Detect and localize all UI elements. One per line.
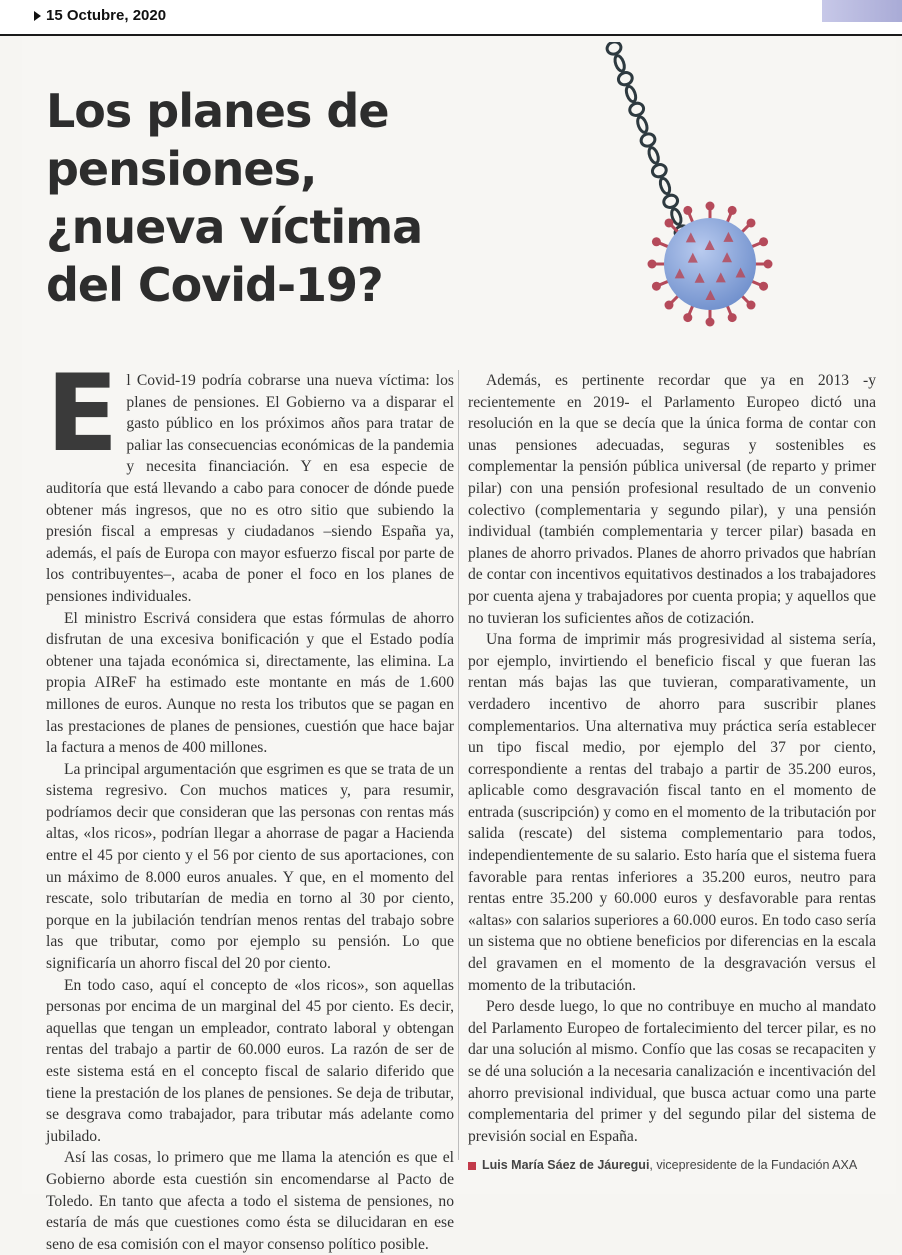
paragraph-6: Además, es pertinente recordar que ya en 2013 -y recientemente en 2019- el Parlamento Europeo dictó una resolución en la que se decía que la única forma de contar con unas pensiones adecuadas, seguras y sostenibles es complementar la pensión pública universal (de reparto y primer pilar) con una pensión profesional resultado de un convenio colectivo (complementaria y segundo pilar), y una pensión individual (también complementaria y tercer pilar) basada en planes de ahorro privados. Planes de ahorro privados que habrían de contar con incentivos equitativos destinados a los trabajadores por cuenta ajena y trabajadores por cuenta propia; y aquellos que no tuvieran los suficientes años de cotización. bbox=[468, 372, 876, 627]
author-name: Luis María Sáez de Jáuregui bbox=[482, 1158, 650, 1172]
paragraph-5: Así las cosas, lo primero que me llama la atención es que el Gobierno aborde esta cuestión sin encomendarse al Pacto de Toledo. En tanto que afecta a todo el sistema de pensiones, no estaría de más que cuestiones como ésta se dilucidaran en ese seno de esa comisión con el mayor consenso político posible. bbox=[46, 1149, 454, 1253]
paragraph-8: Pero desde luego, lo que no contribuye en mucho al mandato del Parlamento Europeo de fortalecimiento del tercer pilar, es no dar una solución al mismo. Confío que las cosas se recapaciten y se dé una solución a la necesaria canalización e incentivación del ahorro previsional individual, que busca actuar como una parte complementaria del primer y del segundo pilar del sistema de previsión social en España. bbox=[468, 998, 876, 1145]
scan-corner-mark bbox=[822, 0, 902, 22]
column-left bbox=[46, 352, 454, 1253]
author-role: , vicepresidente de la Fundación AXA bbox=[649, 1158, 858, 1172]
chain-icon bbox=[605, 42, 690, 240]
paragraph-1: El Covid-19 podría cobrarse una nueva víctima: los planes de pensiones. El Gobierno va a disparar el gasto público en los próximos años para tratar de paliar las consecuencias económicas de la pandemia y necesita financiación. Y en esa especie de auditoría que está llevando a cabo para conocer de dónde puede obtener más ingresos, que no es otro sitio que subiendo la presión fiscal a empresas y ciudadanos –siendo España ya, además, el país de Europa con mayor esfuerzo fiscal por parte de los contribuyentes–, acaba de poner el foco en los planes de pensiones individuales. bbox=[46, 352, 454, 605]
paragraph-2: El ministro Escrivá considera que estas fórmulas de ahorro disfrutan de una excesiva bonificación y que el Estado podía obtener una tajada económica si, directamente, las elimina. La propia AIReF ha estimado este montante en más de 1.600 millones de euros. Aunque no resta los tributos que se pagan en las prestaciones de planes de pensiones, cuestión que hace bajar la factura a menos de 400 millones. bbox=[46, 609, 454, 757]
article-headline: Los planes de pensiones, ¿nueva víctima del Covid-19? bbox=[46, 84, 423, 312]
date-arrow-icon bbox=[34, 11, 41, 21]
date-bar bbox=[0, 0, 902, 36]
byline bbox=[468, 1158, 888, 1172]
virus-wrecking-ball-illustration bbox=[600, 42, 800, 342]
paragraph-7: Una forma de imprimir más progresividad al sistema sería, por ejemplo, invirtiendo el beneficio fiscal y que fueran las rentan más bajas las que tuvieran, comparativamente, un verdadero incentivo de ahorro para suscribir planes complementarios. Una alternativa muy práctica sería establecer un tipo fiscal medio, por ejemplo del 37 por ciento, correspondiente a rentas del trabajo a partir de 35.200 euros, aplicable como desgravación fiscal tanto en el momento de entrada (suscripción) y como en el momento de la tributación por salida (rescate) del sistema complementario para todos, independientemente de su salario. Esto haría que el sistema fuera favorable para rentas inferiores a 35.200 euros, neutro para rentas entre 35.200 y 60.000 euros y desfavorable para rentas «altas» con salarios superiores a 60.000 euros. En todo caso sería un sistema que no obtiene beneficios por diferencias en la escala del gravamen en el momento de la desgravación versus el momento de la tributación. bbox=[468, 631, 876, 994]
column-right bbox=[468, 370, 876, 1160]
paragraph-3: La principal argumentación que esgrimen es que se trata de un sistema regresivo. Con muchos matices y, para resumir, podríamos decir que consideran que las personas con rentas más altas, «los ricos», podrían llegar a ahorrase de pagar a Hacienda entre el 45 por ciento y el 56 por ciento de sus aportaciones, con un máximo de 8.000 euros anuales. Y que, en el momento del rescate, solo tributarían de media en torno al 30 por ciento, porque en la jubilación tendrían menos rentas del trabajo sobre las que tributar, como por ejemplo su pensión. Lo que significaría un ahorro fiscal del 20 por ciento. bbox=[46, 760, 454, 973]
virus-icon bbox=[648, 202, 773, 327]
byline-square-icon bbox=[468, 1162, 476, 1170]
column-divider bbox=[458, 370, 459, 1160]
drop-cap: E bbox=[46, 352, 119, 475]
paragraph-4: En todo caso, aquí el concepto de «los ricos», son aquellas personas por encima de un marginal del 45 por ciento. Es decir, aquellas que tengan un empleador, contrato laboral y obtengan rentas del trabajo a partir de 60.000 euros. La razón de ser de este sistema está en el concepto fiscal de salario diferido que tiene la prestación de los planes de pensiones. Se deja de tributar, se desgrava como trabajador, para tributar más adelante como jubilado. bbox=[46, 976, 454, 1145]
publication-date: 15 Octubre, 2020 bbox=[46, 7, 167, 24]
